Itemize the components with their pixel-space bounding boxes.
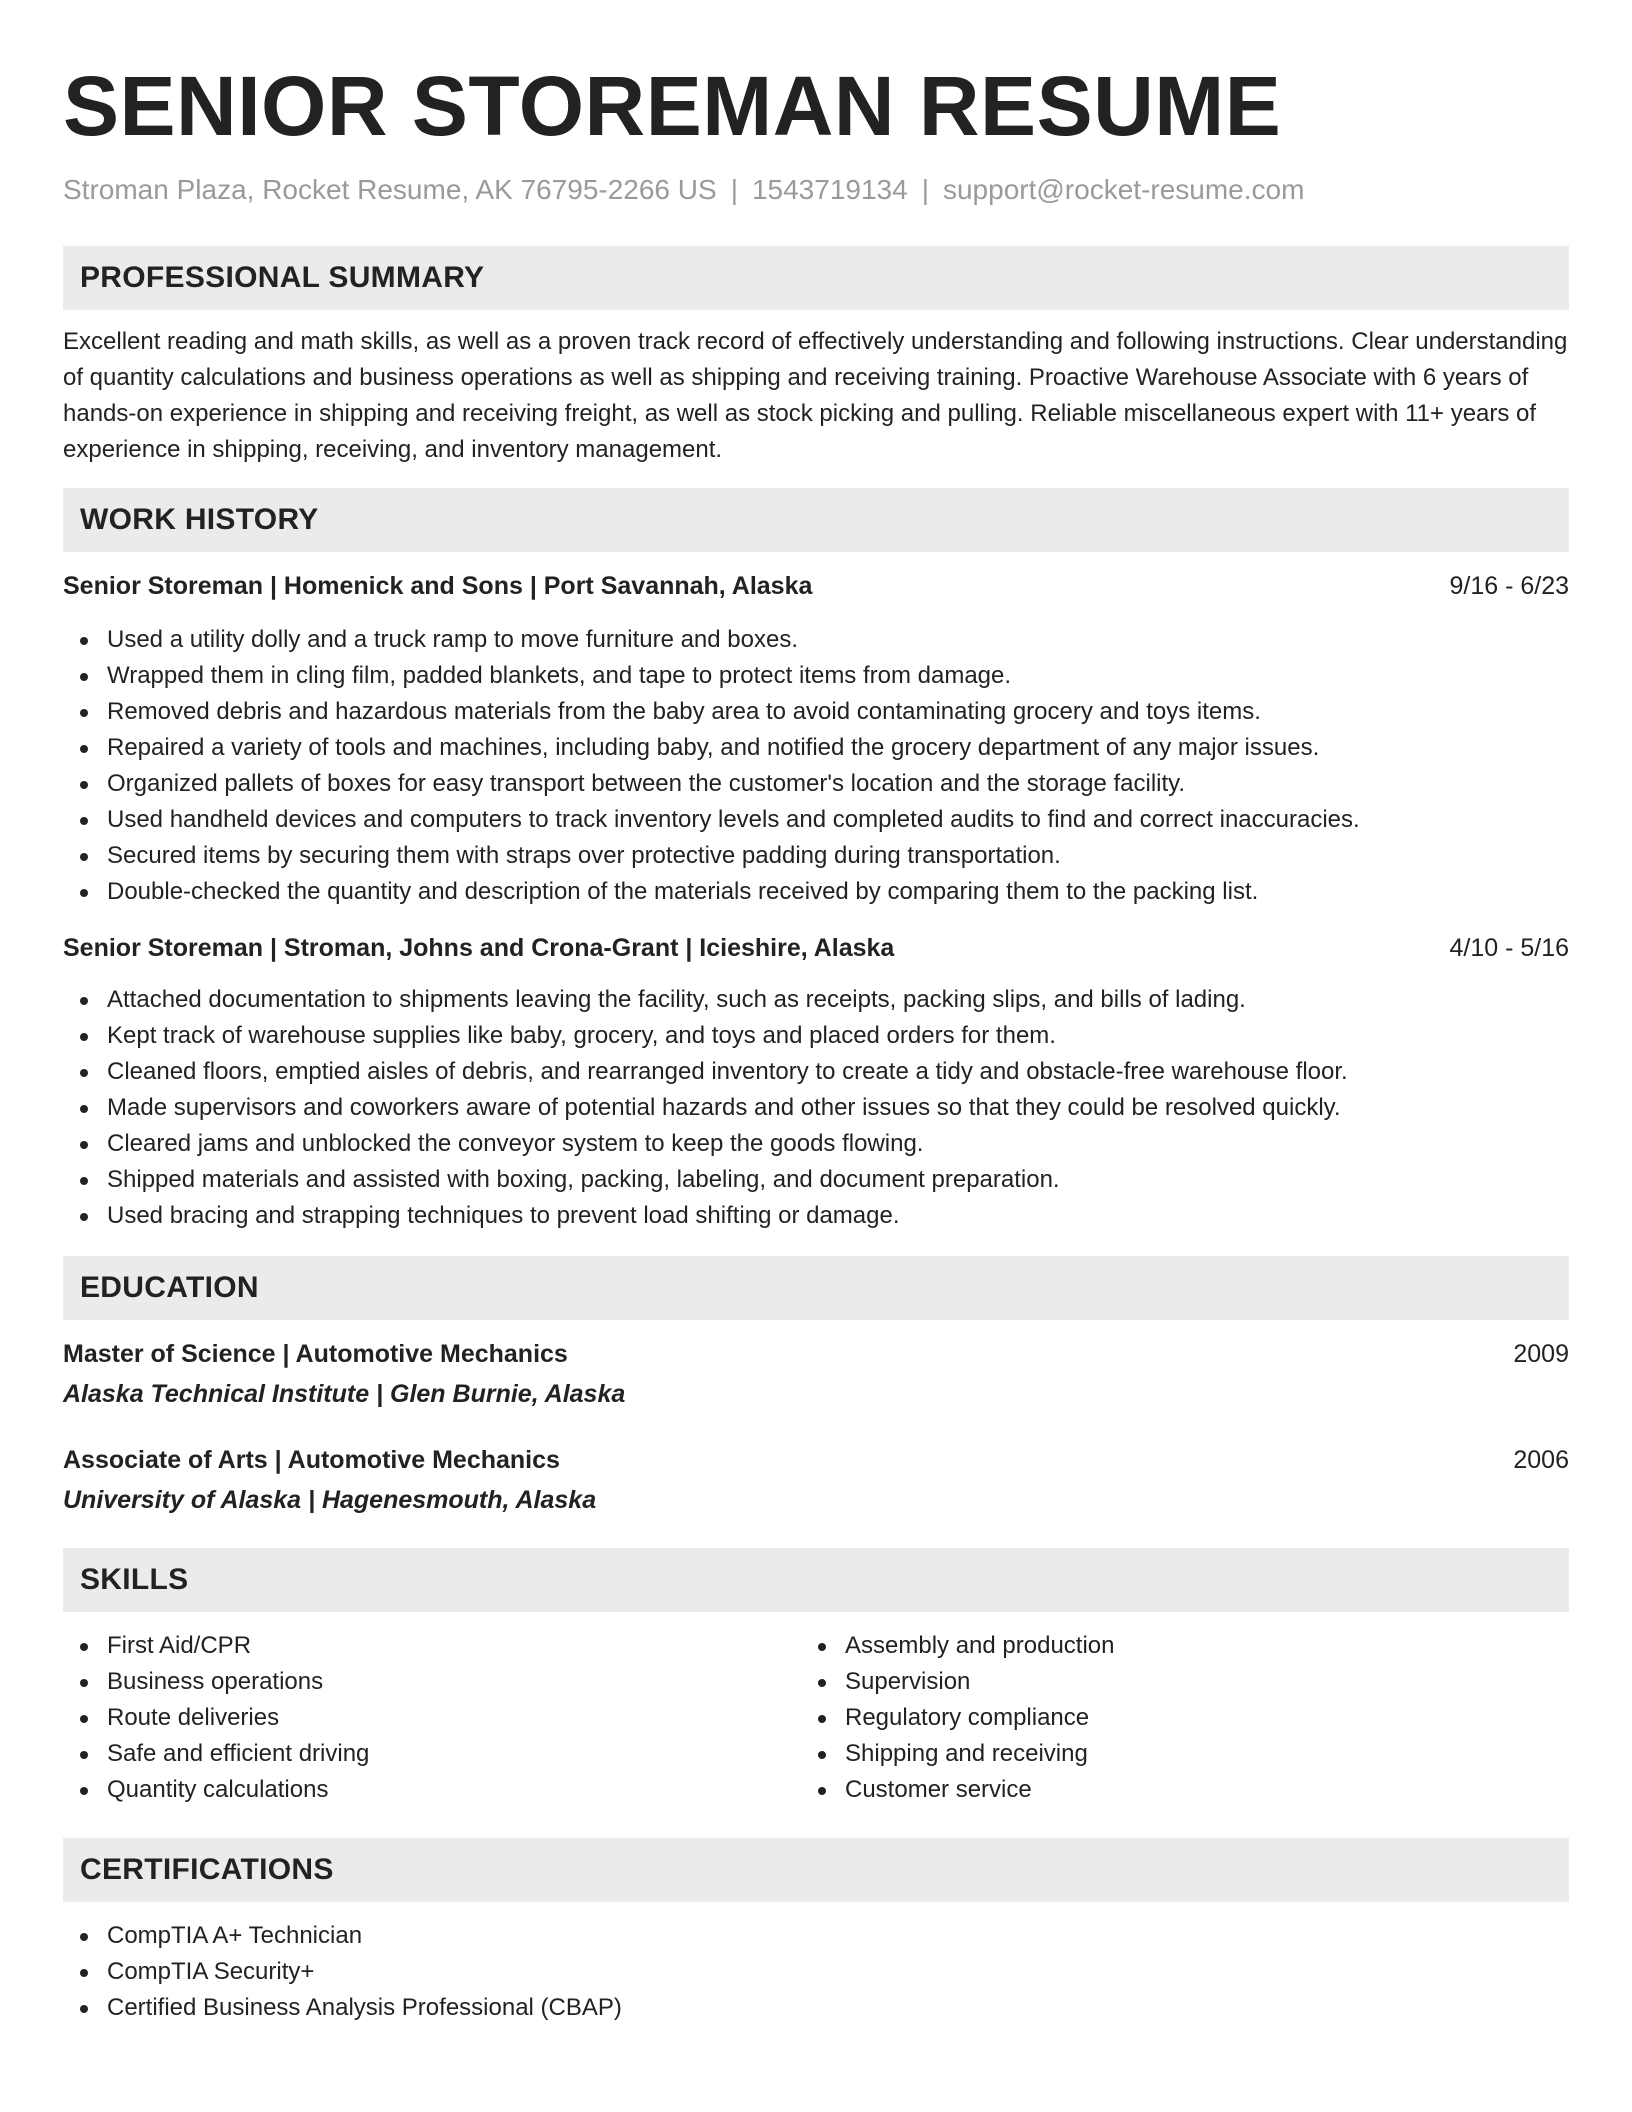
list-item: Regulatory compliance [801, 1700, 1539, 1736]
list-item: Organized pallets of boxes for easy transport between the customer's location and the storage facility. [63, 766, 1569, 802]
list-item: Repaired a variety of tools and machines, including baby, and notified the grocery department of any major issues. [63, 730, 1569, 766]
job-dates: 9/16 - 6/23 [1449, 572, 1569, 600]
education-entry [63, 1442, 1569, 1518]
section-heading-education: EDUCATION [63, 1256, 1569, 1320]
job-bullet-list [63, 982, 1569, 1234]
job-dates: 4/10 - 5/16 [1449, 934, 1569, 962]
list-item: Secured items by securing them with straps over protective padding during transportation. [63, 838, 1569, 874]
list-item: Used handheld devices and computers to track inventory levels and completed audits to find and correct inaccuracies. [63, 802, 1569, 838]
skills-list-left [63, 1628, 801, 1808]
education-entry [63, 1336, 1569, 1412]
list-item: Safe and efficient driving [63, 1736, 801, 1772]
education-header [63, 1442, 1569, 1478]
list-item: Supervision [801, 1664, 1539, 1700]
certifications-list [63, 1918, 1569, 2026]
list-item: Removed debris and hazardous materials from the baby area to avoid contaminating grocery and toys items. [63, 694, 1569, 730]
list-item: Cleared jams and unblocked the conveyor system to keep the goods flowing. [63, 1126, 1569, 1162]
section-heading-work-history: WORK HISTORY [63, 488, 1569, 552]
section-heading-certifications: CERTIFICATIONS [63, 1838, 1569, 1902]
list-item: Quantity calculations [63, 1772, 801, 1808]
list-item: Shipping and receiving [801, 1736, 1539, 1772]
list-item: Route deliveries [63, 1700, 801, 1736]
graduation-year: 2006 [1513, 1446, 1569, 1474]
list-item: Used a utility dolly and a truck ramp to move furniture and boxes. [63, 622, 1569, 658]
list-item: CompTIA A+ Technician [63, 1918, 1569, 1954]
skills-grid [63, 1628, 1569, 1808]
job-title: Senior Storeman | Homenick and Sons | Port Savannah, Alaska [63, 572, 813, 600]
education-header [63, 1336, 1569, 1372]
list-item: Certified Business Analysis Professional (CBAP) [63, 1990, 1569, 2026]
section-heading-summary: PROFESSIONAL SUMMARY [63, 246, 1569, 310]
list-item: Cleaned floors, emptied aisles of debris, and rearranged inventory to create a tidy and obstacle-free warehouse floor. [63, 1054, 1569, 1090]
job-entry [63, 568, 1569, 910]
school-name: University of Alaska | Hagenesmouth, Alaska [63, 1486, 597, 1514]
list-item: Assembly and production [801, 1628, 1539, 1664]
list-item: Attached documentation to shipments leaving the facility, such as receipts, packing slips, and bills of lading. [63, 982, 1569, 1018]
list-item: Made supervisors and coworkers aware of potential hazards and other issues so that they could be resolved quickly. [63, 1090, 1569, 1126]
list-item: Business operations [63, 1664, 801, 1700]
job-bullet-list [63, 622, 1569, 910]
list-item: First Aid/CPR [63, 1628, 801, 1664]
school-name: Alaska Technical Institute | Glen Burnie, Alaska [63, 1380, 626, 1408]
job-entry [63, 930, 1569, 1234]
contact-separator: | [921, 174, 929, 205]
list-item: Shipped materials and assisted with boxing, packing, labeling, and document preparation. [63, 1162, 1569, 1198]
graduation-year: 2009 [1513, 1340, 1569, 1368]
contact-separator: | [730, 174, 738, 205]
degree-title: Master of Science | Automotive Mechanics [63, 1340, 568, 1368]
contact-line [63, 172, 1569, 208]
list-item: Kept track of warehouse supplies like baby, grocery, and toys and placed orders for them. [63, 1018, 1569, 1054]
contact-phone: 1543719134 [751, 174, 908, 205]
contact-address: Stroman Plaza, Rocket Resume, AK 76795-2266 US [63, 174, 717, 205]
list-item: Wrapped them in cling film, padded blankets, and tape to protect items from damage. [63, 658, 1569, 694]
job-title: Senior Storeman | Stroman, Johns and Crona-Grant | Icieshire, Alaska [63, 934, 895, 962]
skills-list-right [801, 1628, 1539, 1808]
job-header [63, 930, 1569, 966]
job-header [63, 568, 1569, 604]
degree-title: Associate of Arts | Automotive Mechanics [63, 1446, 560, 1474]
list-item: Used bracing and strapping techniques to prevent load shifting or damage. [63, 1198, 1569, 1234]
list-item: Double-checked the quantity and description of the materials received by comparing them to the packing list. [63, 874, 1569, 910]
list-item: CompTIA Security+ [63, 1954, 1569, 1990]
contact-email[interactable]: support@rocket-resume.com [942, 174, 1305, 205]
summary-text: Excellent reading and math skills, as well as a proven track record of effectively understanding and following instructions. Clear understanding of quantity calculations and business operations as well as shipping and receiving training. Proactive Warehouse Associate with 6 years of hands-on experience in shipping and receiving freight, as well as stock picking and pulling. Reliable miscellaneous expert with 11+ years of experience in shipping, receiving, and inventory management. [63, 328, 1568, 463]
section-heading-skills: SKILLS [63, 1548, 1569, 1612]
list-item: Customer service [801, 1772, 1539, 1808]
resume-title: SENIOR STOREMAN RESUME [63, 59, 1282, 153]
